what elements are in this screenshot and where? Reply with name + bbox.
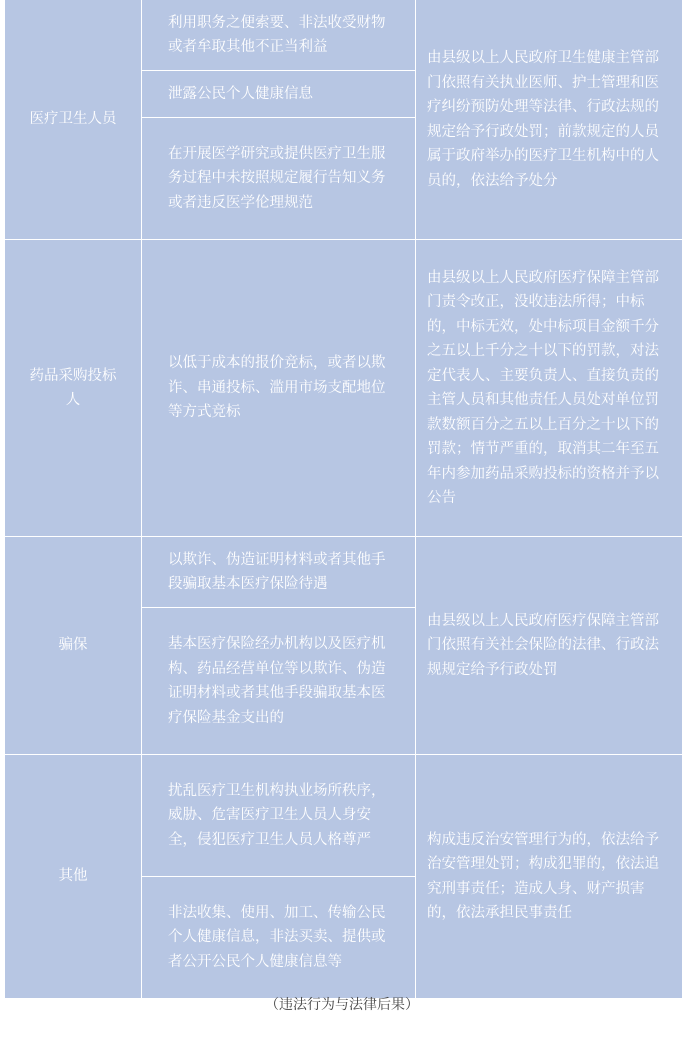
violation-cell [142,71,415,117]
consequence-text: 由县级以上人民政府卫生健康主管部门依照有关执业医师、护士管理和医疗纠纷预防处理等法律、行政法规的规定给予行政处罚；前款规定的人员属于政府举办的医疗卫生机构中的人员的，依法给予处分 [427,50,659,189]
violation-cell [142,755,415,876]
category-cell-insurance-fraud [5,537,141,754]
violation-cell [142,118,415,239]
violation-text: 以低于成本的报价竞标，或者以欺诈、串通投标、滥用市场支配地位等方式竞标 [168,355,386,421]
violation-cell [142,240,415,536]
consequence-text: 由县级以上人民政府医疗保障主管部门责令改正，没收违法所得；中标的，中标无效，处中标项目金额千分之五以上千分之十以下的罚款，对法定代表人、主要负责人、直接负责的主管人员和其他责任人员处对单位罚款数额百分之五以上百分之十以下的罚款；情节严重的，取消其二年至五年内参加药品采购投标的资格并予以公告 [427,269,659,506]
violation-cell [142,877,415,998]
category-label: 骗保 [58,637,88,654]
table-caption: （违法行为与法律后果） [265,997,419,1013]
law-consequence-table [5,0,680,991]
violation-text: 扰乱医疗卫生机构执业场所秩序，威胁、危害医疗卫生人员人身安全，侵犯医疗卫生人员人格尊严 [168,782,386,848]
consequence-text: 由县级以上人民政府医疗保障主管部门依照有关社会保险的法律、行政法规规定给予行政处罚 [427,612,659,678]
consequence-cell [416,537,682,754]
category-cell-drug-bidder [5,240,141,536]
violation-text: 基本医疗保险经办机构以及医疗机构、药品经营单位等以欺诈、伪造证明材料或者其他手段骗取基本医疗保险基金支出的 [168,636,386,726]
category-cell-other [5,755,141,998]
violation-cell [142,537,415,607]
violation-cell [142,608,415,754]
violation-text: 在开展医学研究或提供医疗卫生服务过程中未按照规定履行告知义务或者违反医学伦理规范 [168,145,386,211]
consequence-cell [416,240,682,536]
category-label: 药品采购投标人 [29,367,117,408]
consequence-text: 构成违反治安管理行为的，依法给予治安管理处罚；构成犯罪的，依法追究刑事责任；造成人身、财产损害的，依法承担民事责任 [427,831,659,921]
category-label: 医疗卫生人员 [29,111,117,128]
violation-text: 以欺诈、伪造证明材料或者其他手段骗取基本医疗保险待遇 [168,551,386,592]
violation-cell [142,0,415,70]
violation-text: 利用职务之便索要、非法收受财物或者牟取其他不正当利益 [168,14,386,55]
violation-text: 非法收集、使用、加工、传输公民个人健康信息，非法买卖、提供或者公开公民个人健康信息等 [168,904,386,970]
consequence-cell [416,755,682,998]
consequence-cell [416,0,682,239]
category-cell-medical-staff [5,0,141,239]
violation-text: 泄露公民个人健康信息 [168,85,313,102]
category-label: 其他 [58,868,88,885]
